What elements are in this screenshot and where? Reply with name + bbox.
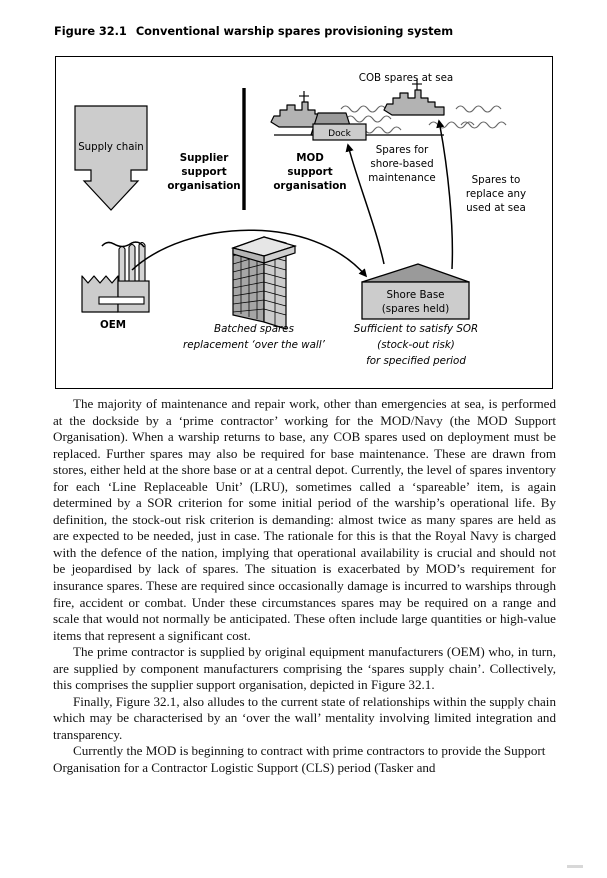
figure-title: Conventional warship spares provisioning system xyxy=(135,24,454,38)
svg-text:Supplier: Supplier xyxy=(179,152,229,164)
svg-text:Batched spares: Batched spares xyxy=(214,323,294,335)
supplier-support-organisation-label xyxy=(167,152,240,192)
svg-text:Spares for: Spares for xyxy=(375,144,429,156)
svg-text:(spares held): (spares held) xyxy=(381,303,450,315)
figure-number: Figure 32.1 xyxy=(54,24,127,38)
spares-shore-based-maintenance-label xyxy=(368,144,435,184)
svg-text:(stock-out risk): (stock-out risk) xyxy=(377,339,455,351)
shore-base-to-ship-arrow xyxy=(439,121,452,269)
oem-factory-icon xyxy=(82,242,149,312)
svg-text:organisation: organisation xyxy=(273,180,347,192)
supply-chain-shape xyxy=(75,106,147,210)
spares-replace-used-at-sea-label xyxy=(466,174,526,214)
cob-spares-at-sea-label: COB spares at sea xyxy=(358,72,454,84)
svg-text:shore-based: shore-based xyxy=(370,158,434,170)
mod-support-organisation-label xyxy=(273,152,346,192)
paragraph-4: Currently the MOD is beginning to contract with prime contractors to provide the Support Organisation for a Contractor Logistic Support (CLS) period (Tasker and xyxy=(53,743,546,776)
svg-text:MOD: MOD xyxy=(296,152,324,164)
svg-text:support: support xyxy=(181,166,227,178)
svg-text:Shore Base: Shore Base xyxy=(386,289,445,301)
svg-text:replacement ‘over the wall’: replacement ‘over the wall’ xyxy=(183,339,325,351)
warship-at-sea-icon xyxy=(384,79,444,115)
svg-text:Spares to: Spares to xyxy=(471,174,521,186)
paragraph-1: The majority of maintenance and repair work, other than emergencies at sea, is performed at the dockside by a ‘prime contractor’ working for the MOD/Navy (the MOD Support Organisation). When a warship returns to base, any COB spares used on deployment must be replaced. Further spares may also be required for base maintenance. These are drawn from stores, either held at the shore base or at a central depot. Currently, the level of spares inventory for each ‘Line Replaceable Unit’ (LRU), sometimes called a ‘spareable’ item, is again determined by a SOR criterion for some initial period of the warship’s operational life. By definition, the stock-out risk criterion is demanding: almost twice as many spares are held as are expected to be needed, just in case. The rationale for this is that the Royal Navy is charged with the defence of the nation, implying that operational availability is crucial and should not be jeopardised by lack of spares. The situation is exacerbated by MOD’s requirement for insurance spares. These are required since occasionally damage is incurred to warships through fire, accident or combat. Under these circumstances spares may be required on a range and scale that would not normally be anticipated. These often include large quantities or high-value items that represent a significant cost. xyxy=(53,396,556,643)
svg-text:support: support xyxy=(287,166,333,178)
paragraph-2: The prime contractor is supplied by original equipment manufacturers (OEM) who, in turn, are supplied by component manufacturers comprising the ‘spares supply chain’. Collectively, this comprises the supplier support organisation, depicted in Figure 32.1. xyxy=(53,644,556,693)
dock-label: Dock xyxy=(328,129,351,139)
supply-chain-label: Supply chain xyxy=(78,142,144,153)
svg-text:replace any: replace any xyxy=(465,188,527,200)
brick-wall-icon xyxy=(233,237,295,329)
svg-text:organisation: organisation xyxy=(167,180,241,192)
sufficient-sor-caption xyxy=(354,323,478,367)
svg-text:used at sea: used at sea xyxy=(466,202,526,214)
paragraph-3: Finally, Figure 32.1, also alludes to the current state of relationships within the supply chain which may be characterised by an ‘over the wall’ mentality involving limited integration and transparency. xyxy=(53,693,556,742)
svg-text:Sufficient to satisfy SOR: Sufficient to satisfy SOR xyxy=(353,323,479,335)
body-text xyxy=(53,396,556,777)
oem-label: OEM xyxy=(99,319,127,331)
page-edge-mark xyxy=(567,865,583,868)
svg-text:maintenance: maintenance xyxy=(368,172,436,184)
figure-diagram-frame xyxy=(55,56,553,389)
figure-caption xyxy=(54,24,554,38)
warship-spares-diagram xyxy=(56,57,552,388)
svg-text:for specified period: for specified period xyxy=(366,355,466,367)
batched-spares-caption xyxy=(183,323,326,351)
